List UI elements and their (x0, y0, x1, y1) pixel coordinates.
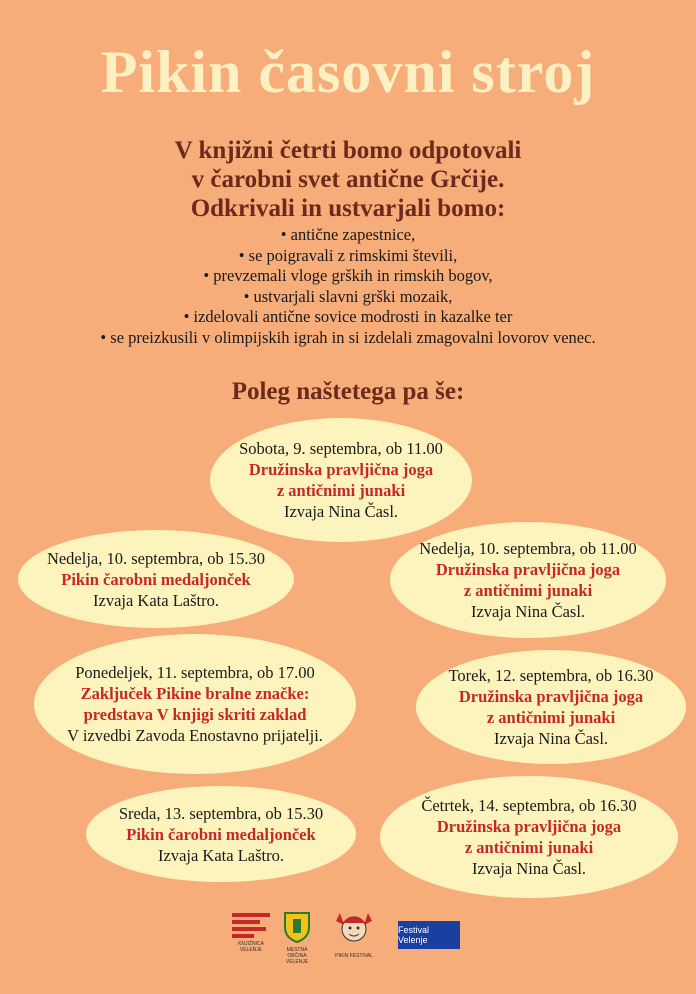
event-host: Izvaja Kata Laštro. (93, 590, 219, 610)
event-oval-tuesday (416, 650, 686, 764)
list-item: • izdelovali antične sovice modrosti in kazalke ter (183, 307, 513, 326)
municipality-logo-text: VELENJE (285, 959, 309, 965)
event-oval-sunday-1100 (390, 522, 666, 638)
event-host: Izvaja Nina Časl. (283, 502, 399, 521)
pika-festival-logo (332, 909, 376, 959)
list-item: • ustvarjali slavni grški mozaik, (243, 286, 453, 306)
municipality-logo-text: MESTNA OBČINA (286, 947, 308, 959)
municipality-crest-logo (282, 911, 312, 965)
event-title: Družinska pravljična joga (436, 817, 622, 836)
library-logo (232, 913, 270, 953)
sponsor-logos (0, 905, 696, 975)
event-title: Zaključek Pikine bralne značke: (80, 684, 310, 703)
event-title: predstava V knjigi skriti zaklad (83, 705, 307, 724)
intro-line: V knjižni četrti bomo odpotovali (174, 137, 522, 164)
list-item: • prevzemali vloge grških in rimskih bogov, (203, 266, 493, 285)
event-host: Izvaja Nina Časl. (470, 602, 586, 621)
intro-line: Odkrivali in ustvarjali bomo: (190, 195, 506, 222)
event-oval-thursday (380, 776, 678, 898)
event-title: z antičnimi junaki (486, 708, 616, 727)
event-oval-monday (34, 634, 356, 774)
event-host: V izvedbi Zavoda Enostavno prijatelji. (67, 726, 323, 745)
event-title: Pikin čarobni medaljonček (61, 569, 251, 589)
subheading: Poleg naštetega pa še: (231, 378, 465, 405)
intro-line: v čarobni svet antične Grčije. (191, 166, 505, 193)
library-logo-text: KNJIŽNICA (238, 941, 264, 947)
event-host: Izvaja Nina Časl. (493, 729, 609, 748)
festival-velenje-logo: Festival Velenje (398, 921, 460, 949)
event-title: Družinska pravljična joga (458, 687, 644, 706)
event-date: Sobota, 9. septembra, ob 11.00 (239, 439, 443, 458)
list-item: • se preizkusili v olimpijskih igrah in si izdelali zmagovalni lovorov venec. (100, 327, 596, 347)
event-title: z antičnimi junaki (463, 581, 593, 600)
activities-list (0, 225, 696, 348)
event-host: Izvaja Nina Časl. (471, 859, 587, 878)
event-title: Družinska pravljična joga (248, 460, 434, 479)
event-title: z antičnimi junaki (276, 481, 406, 500)
event-date: Ponedeljek, 11. septembra, ob 17.00 (75, 663, 315, 682)
event-oval-sunday-1530 (18, 530, 294, 628)
list-item: • se poigravali z rimskimi števili, (238, 245, 458, 265)
event-oval-saturday (210, 418, 472, 542)
intro-text (0, 136, 696, 223)
list-item: • antične zapestnice, (280, 225, 416, 244)
event-title: Pikin čarobni medaljonček (126, 824, 316, 844)
event-host: Izvaja Kata Laštro. (158, 845, 284, 865)
event-date: Nedelja, 10. septembra, ob 15.30 (46, 548, 266, 568)
crest-icon (282, 911, 312, 943)
event-title: Družinska pravljična joga (435, 560, 621, 579)
pika-logo-text: PIKIN FESTIVAL (335, 953, 373, 959)
library-logo-text: VELENJE (239, 947, 263, 953)
event-oval-wednesday (86, 786, 356, 882)
event-date: Sreda, 13. septembra, ob 15.30 (118, 803, 324, 823)
pika-face-icon (332, 909, 376, 949)
poster-title: Pikin časovni stroj (100, 39, 596, 105)
event-date: Četrtek, 14. septembra, ob 16.30 (421, 796, 637, 815)
event-title: z antičnimi junaki (464, 838, 594, 857)
event-date: Torek, 12. septembra, ob 16.30 (448, 666, 654, 685)
event-date: Nedelja, 10. septembra, ob 11.00 (419, 539, 637, 558)
